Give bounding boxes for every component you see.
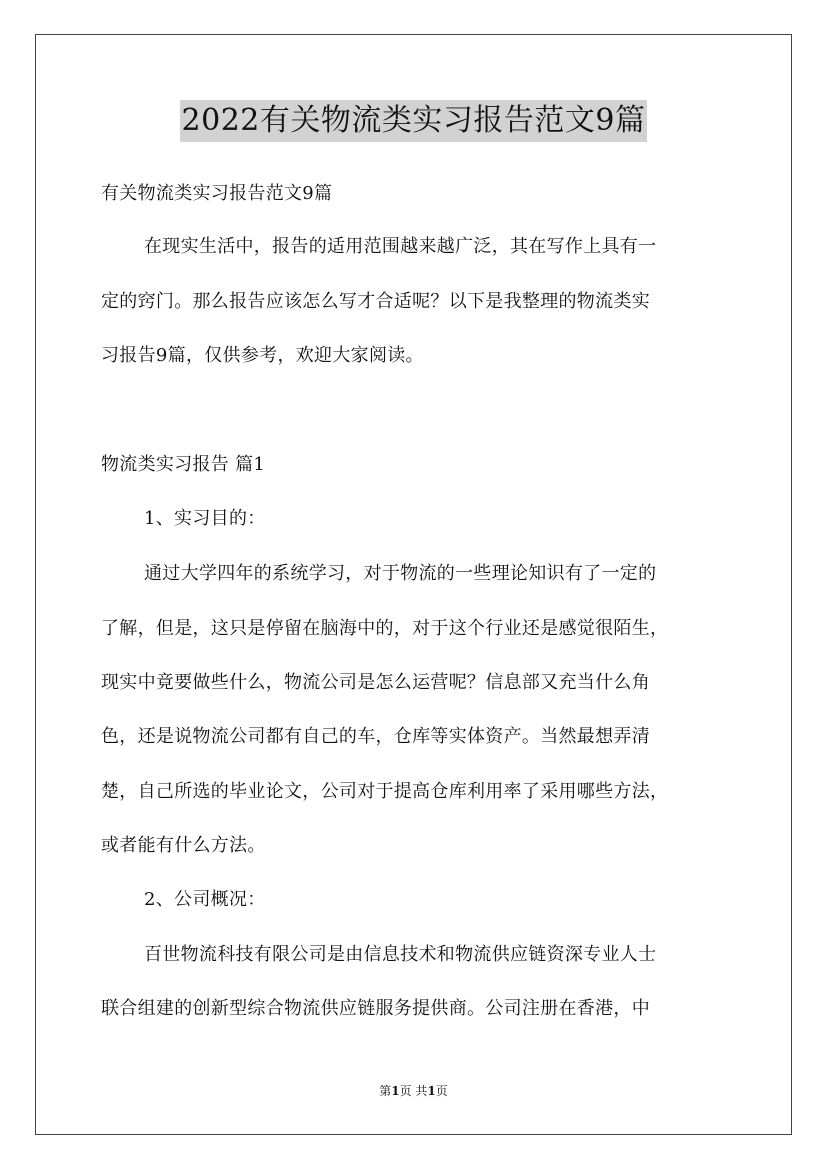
intro-line-1: 在现实生活中，报告的适用范围越来越广泛，其在写作上具有一 [144,236,657,257]
item1-line-3: 现实中竟要做些什么，物流公司是怎么运营呢？信息部又充当什么角 [101,672,650,693]
footer-total-suffix: 页 [435,1084,448,1098]
item1-heading: 1、实习目的： [144,508,266,529]
item1-line-4: 色，还是说物流公司都有自己的车，仓库等实体资产。当然最想弄清 [101,726,650,747]
item1-line-1: 通过大学四年的系统学习，对于物流的一些理论知识有了一定的 [144,563,657,584]
footer-page-number: 1 [391,1084,400,1098]
intro-line-2: 定的窍门。那么报告应该怎么写才合适呢？以下是我整理的物流类实 [101,291,650,312]
item2-line-2: 联合组建的创新型综合物流供应链服务提供商。公司注册在香港，中 [101,998,650,1019]
footer-total-prefix: 共 [415,1084,428,1098]
item1-line-6: 或者能有什么方法。 [101,835,266,856]
footer-total-number: 1 [427,1084,436,1098]
page-footer [0,1083,827,1099]
footer-page-suffix: 页 [399,1084,412,1098]
item1-line-5: 楚，自己所选的毕业论文，公司对于提高仓库利用率了采用哪些方法， [101,781,669,802]
footer-page-prefix: 第 [379,1084,392,1098]
document-subtitle: 有关物流类实习报告范文9篇 [101,183,333,204]
section-heading: 物流类实习报告 篇1 [101,454,266,475]
item2-line-1: 百世物流科技有限公司是由信息技术和物流供应链资深专业人士 [144,944,657,965]
document-title: 2022有关物流类实习报告范文9篇 [180,100,648,142]
title-container [0,100,827,142]
intro-line-3: 习报告9篇，仅供参考，欢迎大家阅读。 [101,345,424,366]
item1-line-2: 了解，但是，这只是停留在脑海中的，对于这个行业还是感觉很陌生， [101,618,669,639]
item2-heading: 2、公司概况： [144,889,266,910]
